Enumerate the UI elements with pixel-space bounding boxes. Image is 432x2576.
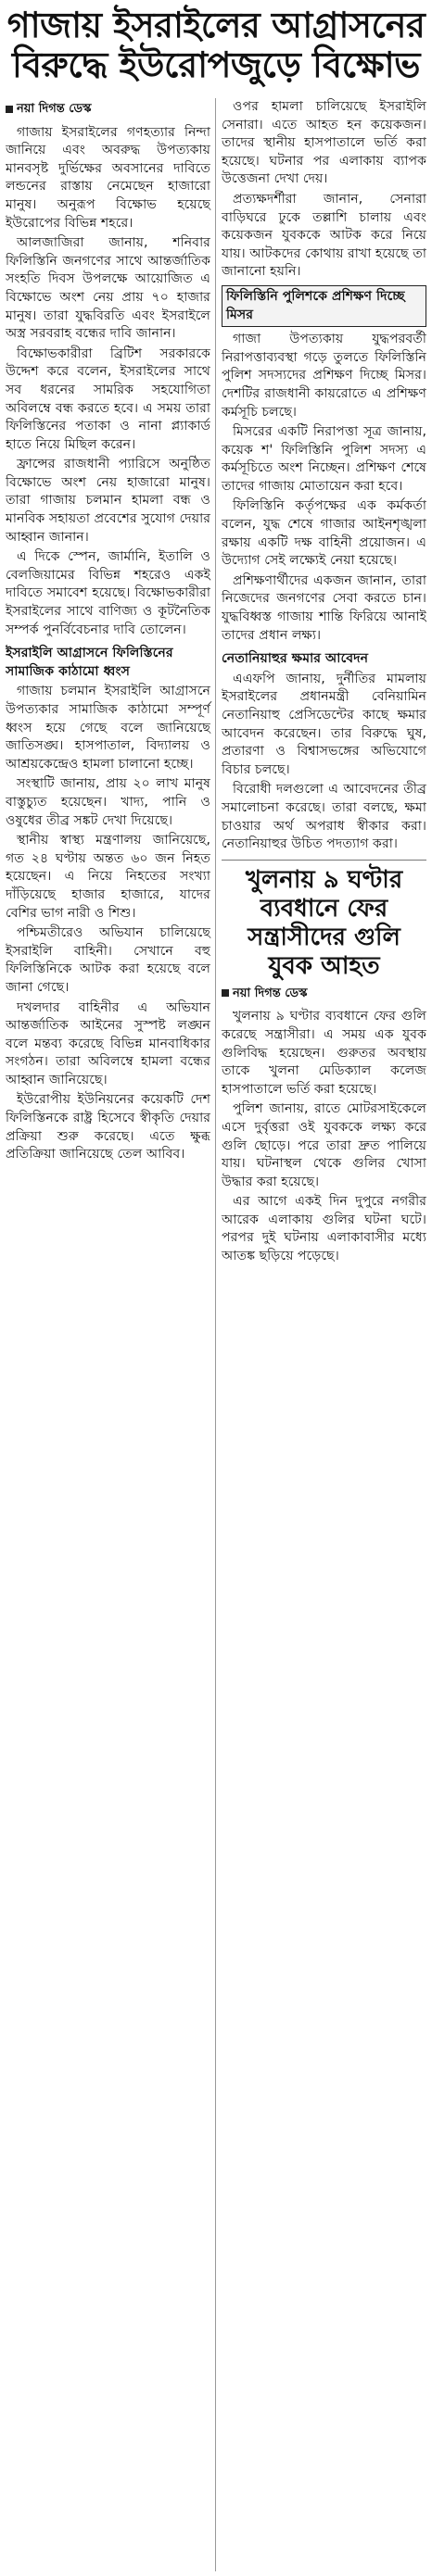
article-columns: [6, 98, 426, 2571]
paragraph: গাজায় ইসরাইলের গণহত্যার নিন্দা জানিয়ে এবং অবরুদ্ধ উপত্যকায় মানবসৃষ্ট দুর্ভিক্ষের অবসানের দাবিতে লন্ডনের রাস্তায় নেমেছেন হাজারো মানুষ। অনুরূপ বিক্ষোভ হয়েছে ইউরোপের বিভিন্ন শহরে।: [6, 124, 210, 231]
paragraph: গাজায় চলমান ইসরাইলি আগ্রাসনে উপত্যকার সামাজিক কাঠামো সম্পূর্ণ ধ্বংস হয়ে গেছে বলে জানিয়েছে জাতিসঙ্ঘ। হাসপাতাল, বিদ্যালয় ও আশ্রয়কেন্দ্রেও হামলা চালানো হচ্ছে।: [6, 684, 210, 772]
paragraph: পশ্চিমতীরেও অভিযান চালিয়েছে ইসরাইলি বাহিনী। সেখানে বহু ফিলিস্তিনিকে আটক করা হয়েছে বলে জানা গেছে।: [6, 925, 210, 995]
paragraph: ফ্রান্সের রাজধানী প্যারিসে অনুষ্ঠিত বিক্ষোভে অংশ নেয় হাজারো মানুষ। তারা গাজায় চলমান হামলা বন্ধ ও মানবিক সহায়তা প্রবেশের সুযোগ দেয়ার আহ্বান জানান।: [6, 457, 210, 545]
paragraph: পুলিশ জানায়, রাতে মোটরসাইকেলে এসে দুর্বৃত্তরা ওই যুবককে লক্ষ্য করে গুলি ছোড়ে। পরে তারা দ্রুত পালিয়ে যায়। ঘটনাস্থল থেকে গুলির খোসা উদ্ধার করা হয়েছে।: [222, 1101, 426, 1189]
section-divider: [222, 860, 426, 861]
paragraph: এএফপি জানায়, দুর্নীতির মামলায় ইসরাইলের প্রধানমন্ত্রী বেনিয়ামিন নেতানিয়াহু প্রেসিডেন্টের কাছে ক্ষমার আবেদন করেছেন। তার বিরুদ্ধে ঘুষ, প্রতারণা ও বিশ্বাসভঙ্গের অভিযোগে বিচার চলছে।: [222, 671, 426, 777]
paragraph: এর আগে একই দিন দুপুরে নগরীর আরেক এলাকায় গুলির ঘটনা ঘটে। পরপর দুই ঘটনায় এলাকাবাসীর মধ্যে আতঙ্ক ছড়িয়ে পড়েছে।: [222, 1194, 426, 1264]
subheading-box: ফিলিস্তিনি পুলিশকে প্রশিক্ষণ দিচ্ছে মিসর: [222, 285, 426, 327]
desk-label: নয়া দিগন্ত ডেস্ক: [233, 986, 308, 1000]
bullet-square-icon: [6, 106, 13, 113]
newspaper-page: [0, 6, 432, 2576]
left-column: [6, 98, 216, 2571]
paragraph: মিসরের একটি নিরাপত্তা সূত্র জানায়, কয়েক শ' ফিলিস্তিনি পুলিশ সদস্য এ কর্মসূচিতে অংশ নিচ্ছেন। প্রশিক্ষণ শেষে তাদের গাজায় মোতায়েন করা হবে।: [222, 424, 426, 494]
bullet-square-icon: [222, 989, 229, 997]
paragraph: প্রশিক্ষণার্থীদের একজন জানান, তারা নিজেদের জনগণের সেবা করতে চান। যুদ্ধবিধ্বস্ত গাজায় শান্তি ফিরিয়ে আনাই তাদের প্রধান লক্ষ্য।: [222, 572, 426, 643]
paragraph: ওপর হামলা চালিয়েছে ইসরাইলি সেনারা। এতে আহত হন কয়েকজন। তাদের স্থানীয় হাসপাতালে ভর্তি করা হয়েছে। ঘটনার পর এলাকায় ব্যাপক উত্তেজনা দেখা দেয়।: [222, 99, 426, 187]
paragraph: দখলদার বাহিনীর এ অভিযান আন্তর্জাতিক আইনের সুস্পষ্ট লঙ্ঘন বলে মন্তব্য করেছে বিভিন্ন মানবাধিকার সংগঠন। তারা অবিলম্বে হামলা বন্ধের আহ্বান জানিয়েছে।: [6, 999, 210, 1087]
desk-credit: [6, 100, 210, 119]
paragraph: আলজাজিরা জানায়, শনিবার ফিলিস্তিনি জনগণের সাথে আন্তর্জাতিক সংহতি দিবস উপলক্ষে আয়োজিত এ বিক্ষোভে অংশ নেয় প্রায় ৭০ হাজার মানুষ। তারা যুদ্ধবিরতি এবং ইসরাইলে অস্ত্র সরবরাহ বন্ধের দাবি জানান।: [6, 235, 210, 342]
paragraph: এ দিকে স্পেন, জার্মানি, ইতালি ও বেলজিয়ামের বিভিন্ন শহরেও একই দাবিতে সমাবেশ হয়েছে। বিক্ষোভকারীরা ইসরাইলের সাথে বাণিজ্য ও কূটনৈতিক সম্পর্ক পুনর্বিবেচনার দাবি তোলেন।: [6, 549, 210, 637]
headline: গাজায় ইসরাইলের আগ্রাসনের বিরুদ্ধে ইউরোপজুড়ে বিক্ষোভ: [6, 5, 426, 85]
subheading: নেতানিয়াহুর ক্ষমার আবেদন: [222, 651, 369, 667]
paragraph: সংস্থাটি জানায়, প্রায় ২০ লাখ মানুষ বাস্তুচ্যুত হয়েছেন। খাদ্য, পানি ও ওষুধের তীব্র সঙ্কট দেখা দিয়েছে।: [6, 776, 210, 828]
section-headline: খুলনায় ৯ ঘণ্টার ব্যবধানে ফের সন্ত্রাসীদের গুলি যুবক আহত: [245, 865, 403, 980]
right-column: [216, 98, 426, 2571]
subheading: ইসরাইলি আগ্রাসনে ফিলিস্তিনের সামাজিক কাঠামো ধ্বংস: [6, 646, 173, 679]
paragraph: ইউরোপীয় ইউনিয়নের কয়েকটি দেশ ফিলিস্তিনকে রাষ্ট্র হিসেবে স্বীকৃতি দেয়ার প্রক্রিয়া শুরু করেছে। এতে ক্ষুব্ধ প্রতিক্রিয়া জানিয়েছে তেল আবিব।: [6, 1092, 210, 1162]
paragraph: বিক্ষোভকারীরা ব্রিটিশ সরকারকে উদ্দেশ করে বলেন, ইসরাইলের সাথে সব ধরনের সামরিক সহযোগিতা অবিলম্বে বন্ধ করতে হবে। এ সময় তারা ফিলিস্তিনের পতাকা ও নানা প্ল্যাকার্ড হাতে নিয়ে মিছিল করেন।: [6, 346, 210, 452]
paragraph: গাজা উপত্যকায় যুদ্ধপরবর্তী নিরাপত্তাব্যবস্থা গড়ে তুলতে ফিলিস্তিনি পুলিশ সদস্যদের প্রশিক্ষণ দিচ্ছে মিসর। দেশটির রাজধানী কায়রোতে এ প্রশিক্ষণ কর্মসূচি চলছে।: [222, 332, 426, 420]
paragraph: স্থানীয় স্বাস্থ্য মন্ত্রণালয় জানিয়েছে, গত ২৪ ঘণ্টায় অন্তত ৬০ জন নিহত হয়েছেন। এ নিয়ে নিহতের সংখ্যা দাঁড়িয়েছে হাজার হাজারে, যাদের বেশির ভাগ নারী ও শিশু।: [6, 833, 210, 921]
desk-credit: [222, 985, 426, 1003]
paragraph: ফিলিস্তিনি কর্তৃপক্ষের এক কর্মকর্তা বলেন, যুদ্ধ শেষে গাজার আইনশৃঙ্খলা রক্ষায় একটি দক্ষ বাহিনী প্রয়োজন। এ উদ্যোগ সেই লক্ষ্যেই নেয়া হয়েছে।: [222, 498, 426, 569]
paragraph: প্রত্যক্ষদর্শীরা জানান, সেনারা বাড়িঘরে ঢুকে তল্লাশি চালায় এবং কয়েকজন যুবককে আটক করে নিয়ে যায়। আটকদের কোথায় রাখা হয়েছে তা জানানো হয়নি।: [222, 191, 426, 280]
paragraph: বিরোধী দলগুলো এ আবেদনের তীব্র সমালোচনা করেছে। তারা বলছে, ক্ষমা চাওয়ার অর্থ অপরাধ স্বীকার করা। নেতানিয়াহুর উচিত পদত্যাগ করা।: [222, 782, 426, 852]
desk-label: নয়া দিগন্ত ডেস্ক: [17, 102, 92, 116]
paragraph: খুলনায় ৯ ঘণ্টার ব্যবধানে ফের গুলি করেছে সন্ত্রাসীরা। এ সময় এক যুবক গুলিবিদ্ধ হয়েছেন। গুরুতর অবস্থায় তাকে খুলনা মেডিক্যাল কলেজ হাসপাতালে ভর্তি করা হয়েছে।: [222, 1009, 426, 1097]
